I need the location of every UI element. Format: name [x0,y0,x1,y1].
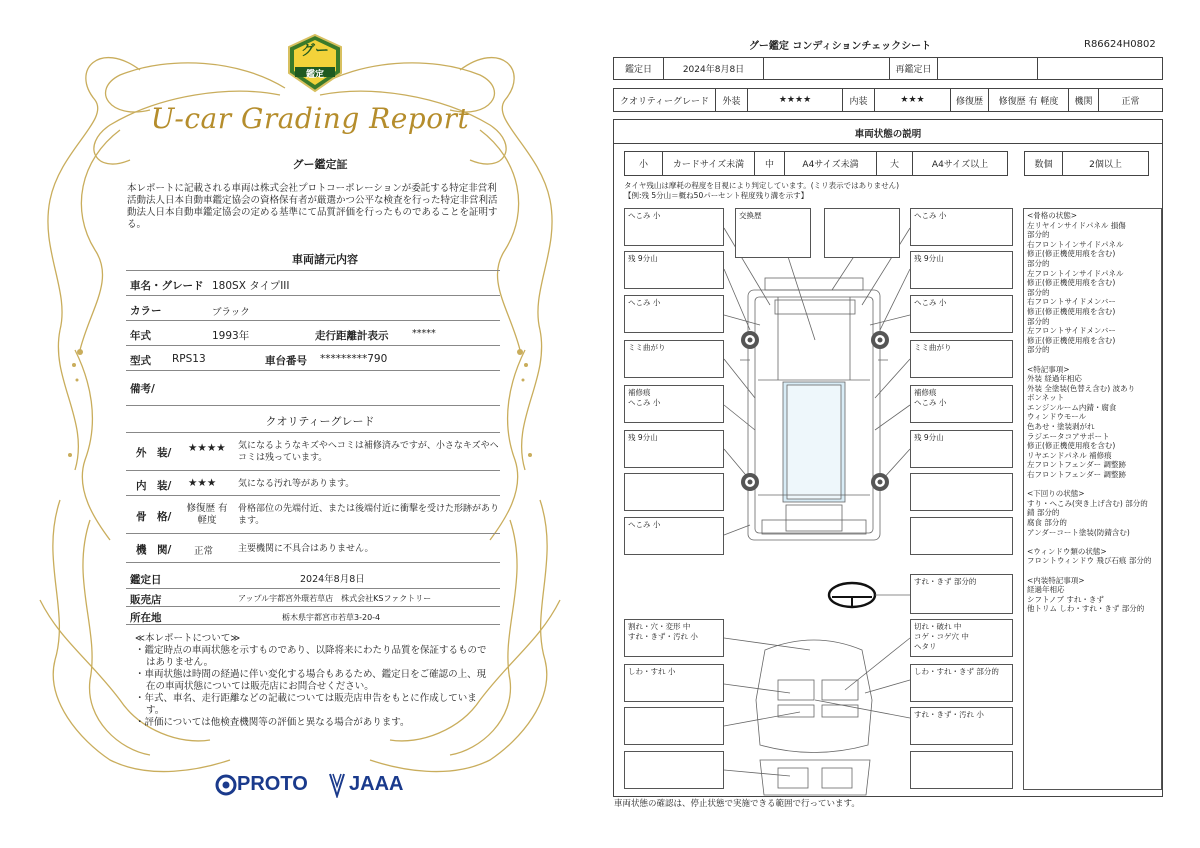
count-desc: 2個以上 [1089,160,1122,170]
size-legend [624,151,1008,176]
chassis-value: *********790 [320,353,388,365]
remarks-label: 備考/ [130,383,155,395]
certificate-intro: 本レポートに記載される車両は株式会社プロトコーポレーションが委託する特定非営利活動法人日本自動車鑑定協会の資格保有者が厳選かつ公平な検査を行った特定非営利活動法人日本自動車鑑定協会の定める基準にて品質評価を行ったものであることを証明する。 [127,183,498,230]
date-row [613,57,1163,80]
damage-box: へこみ 小 [910,295,1013,333]
interior-label: 内 装/ [136,480,172,492]
report-script-title: U-car Grading Report [150,102,470,135]
condition-line: 腐食 部分的 [1027,518,1067,527]
damage-box: 残 9分山 [624,251,724,289]
condition-line: ウィンドウモール [1027,412,1087,422]
damage-box [824,208,900,258]
jaaa-logo-text: JAAA [349,773,404,795]
jaaa-logo-icon [327,772,347,798]
condition-line: <骨格の状態> [1027,211,1078,220]
frame-desc: 骨格部位の先端付近、または後端付近に衝撃を受けた形跡があります。 [238,504,500,526]
int-label: 内装 [843,89,875,111]
sheet-title: グー鑑定 コンディションチェックシート [748,41,932,52]
color-value: ブラック [212,307,250,318]
car-name-label: 車名・グレード [130,280,204,292]
repair-label: 修復歴 [951,89,989,111]
condition-line: 経過年相応 [1027,585,1065,595]
condition-line: 部分的 [1027,316,1050,326]
condition-line: 他トリム しわ・すれ・きず 部分的 [1027,604,1145,614]
engine-value: 正常 [1121,96,1140,107]
condition-line: <内装特記事項> [1027,575,1085,585]
damage-box: 残 9分山 [624,430,724,468]
section-title: 車両状態の説明 [854,129,922,140]
condition-line: 修正(修正機使用痕を含む) [1027,278,1116,288]
interior-damage-box [910,751,1013,789]
condition-line: <特記事項> [1027,364,1070,374]
qg-label: クオリティーグレード [614,89,716,111]
exterior-desc: 気になるようなキズやヘコミは補修済みですが、小さなキズやヘコミは残っています。 [238,441,499,463]
odometer-label: 走行距離計表示 [315,330,389,342]
damage-box: ミミ曲がり [910,340,1013,378]
damage-box [910,517,1013,555]
exterior-grade: ★★★★ [188,442,226,454]
notice-item: ・鑑定時点の車両状態を示すものであり、以降将来にわたり品質を保証するものではありません。 [135,645,487,668]
address-label: 所在地 [130,612,162,624]
car-name-value: 180SX タイプIII [212,280,290,292]
repair-value: 修復歴 有 軽度 [989,89,1069,111]
exterior-label: 外 装/ [136,447,172,459]
interior-damage-box: しわ・すれ・きず 部分的 [910,664,1013,702]
condition-line: 外装 全塗装(色替え含む) 波あり [1027,383,1136,393]
certificate-title: グー鑑定証 [292,158,348,171]
condition-line: ボンネット [1027,393,1065,403]
size-mid: 中 [755,152,785,175]
damage-box: 残 9分山 [910,430,1013,468]
badge-bottom-text: 鑑定 [305,70,324,80]
condition-line: 修正(修正機使用痕を含む) [1027,306,1116,316]
quality-grade-title: クオリティーグレード [265,415,375,428]
address-value: 栃木県宇都宮市若草3-20-4 [282,613,381,622]
size-small: 小 [625,152,663,175]
interior-grade: ★★★ [188,477,217,489]
condition-line: リヤエンドパネル 補修痕 [1027,450,1112,460]
ext-label: 外装 [716,89,748,111]
condition-notes [1023,208,1162,790]
tire-note: タイヤ残山は摩耗の程度を目視により判定しています。(ミリ表示ではありません) [624,181,900,190]
color-label: カラー [130,305,162,317]
engine-grade: 正常 [194,546,214,557]
inspection-date-value: 2024年8月8日 [300,574,365,585]
size-large-desc: A4サイズ以上 [931,160,989,170]
date-value: 2024年8月8日 [664,58,764,79]
condition-line [1027,537,1158,547]
condition-line: <ウィンドウ類の状態> [1027,546,1107,556]
count-label: 数個 [1025,152,1063,175]
condition-line: 修正(修正機使用痕を含む) [1027,441,1116,451]
condition-line: 部分的 [1027,287,1050,297]
damage-box [624,473,724,511]
damage-box: ミミ曲がり [624,340,724,378]
condition-line [1027,480,1158,490]
interior-desc: 気になる汚れ等があります。 [238,479,355,489]
int-value: ★★★ [875,89,951,111]
spec-section-title: 車両諸元内容 [292,253,358,266]
grade-row [613,88,1163,112]
proto-logo-icon [215,774,237,796]
engine-desc: 主要機関に不具合はありません。 [238,544,374,554]
engine-label: 機関 [1069,89,1099,111]
dealer-label: 販売店 [130,594,162,606]
ext-value: ★★★★ [748,89,843,111]
condition-line: 左リヤインサイドパネル 損傷 [1027,220,1126,230]
interior-damage-box [624,751,724,789]
damage-box [910,473,1013,511]
chassis-label: 車台番号 [265,355,307,367]
condition-line: 外装 経過年相応 [1027,374,1082,384]
condition-line [1027,355,1158,365]
count-legend [1024,151,1149,176]
condition-check-sheet [600,0,1200,848]
size-mid-desc: A4サイズ未満 [785,152,877,175]
notice-title: ≪本レポートについて≫ [135,633,241,644]
condition-line: 部分的 [1027,345,1050,355]
interior-damage-box: すれ・きず・汚れ 小 [910,707,1013,745]
sheet-code: R86624H0802 [1084,39,1156,50]
condition-line: シフトノブ すれ・きず [1027,594,1104,604]
model-value: RPS13 [172,353,206,365]
engine-label: 機 関/ [136,544,172,556]
condition-line: 部分的 [1027,258,1050,268]
interior-damage-box [624,707,724,745]
condition-line [1027,566,1158,576]
interior-damage-box: しわ・すれ 小 [624,664,724,702]
damage-box: 補修痕 へこみ 小 [910,385,1013,423]
inspection-date-label: 鑑定日 [130,574,162,586]
badge-top-text: グー [301,43,329,59]
condition-line: <下回りの状態> [1027,489,1085,499]
condition-line: 右フロントフェンダー 調整跡 [1027,470,1126,480]
notice-item: ・年式、車名、走行距離などの記載については販売店申告をもとに作成しています。 [135,693,477,716]
condition-line: フロントウィンドウ 飛び石痕 部分的 [1027,556,1152,566]
condition-line: 錆 部分的 [1027,508,1060,518]
damage-box: へこみ 小 [624,208,724,246]
date-label: 鑑定日 [614,58,664,79]
size-large: 大 [877,152,913,175]
proto-logo-text: PROTO [237,773,308,795]
interior-damage-box: 割れ・穴・変形 中 すれ・きず・汚れ 小 [624,619,724,657]
condition-line: 左フロントフェンダー 調整跡 [1027,460,1126,470]
report-notice [135,633,495,729]
steering-damage-box: すれ・きず 部分的 [910,574,1013,614]
model-label: 型式 [130,355,151,367]
year-value: 1993年 [212,330,250,342]
notice-item: ・車両状態は時間の経過に伴い変化する場合もあるため、鑑定日をご確認の上、現在の車両状態については販売店にお問合せください。 [135,669,487,692]
condition-line: エンジンルーム内錆・腐食 [1027,402,1117,412]
dealer-value: アップル宇都宮外環若草店 株式会社KSファクトリー [238,594,432,603]
condition-line: 修正(修正機使用痕を含む) [1027,335,1116,345]
odometer-value: ***** [412,328,436,339]
condition-line: アンダーコート塗装(防錆含む) [1027,527,1130,537]
condition-line: 部分的 [1027,230,1050,240]
damage-box: 残 9分山 [910,251,1013,289]
divider [126,270,500,271]
notice-item: ・評価については他検査機関等の評価と異なる場合があります。 [135,717,410,728]
damage-box: へこみ 小 [910,208,1013,246]
frame-label: 骨 格/ [136,511,172,523]
condition-line: ラジエータコアサポート [1027,431,1110,441]
condition-line: 左フロントインサイドパネル [1027,268,1124,278]
condition-line: 左フロントサイドメンバー [1027,326,1116,336]
condition-line: 修正(修正機使用痕を含む) [1027,249,1116,259]
logo-bar [215,770,415,800]
size-small-desc: カードサイズ未満 [663,152,755,175]
recheck-label: 再鑑定日 [890,58,938,79]
damage-box: へこみ 小 [624,517,724,555]
frame-grade: 修復歴 有 軽度 [186,503,228,526]
damage-box: 補修痕 へこみ 小 [624,385,724,423]
condition-line: 右フロントインサイドパネル [1027,239,1124,249]
condition-line: 右フロントサイドメンバー [1027,297,1116,307]
damage-box: へこみ 小 [624,295,724,333]
condition-line: 色あせ・塗装剥がれ [1027,422,1095,432]
tire-note-example: 【例:残 5分山＝概ね50パーセント程度残り溝を示す】 [624,191,809,200]
footer-note: 車両状態の確認は、停止状態で実施できる範囲で行っています。 [614,799,860,809]
interior-damage-box: 切れ・破れ 中 コゲ・コゲ穴 中 へタリ [910,619,1013,657]
year-label: 年式 [130,330,151,342]
condition-line: すり・へこみ(突き上げ含む) 部分的 [1027,498,1148,508]
damage-box: 交換歴 [735,208,811,258]
